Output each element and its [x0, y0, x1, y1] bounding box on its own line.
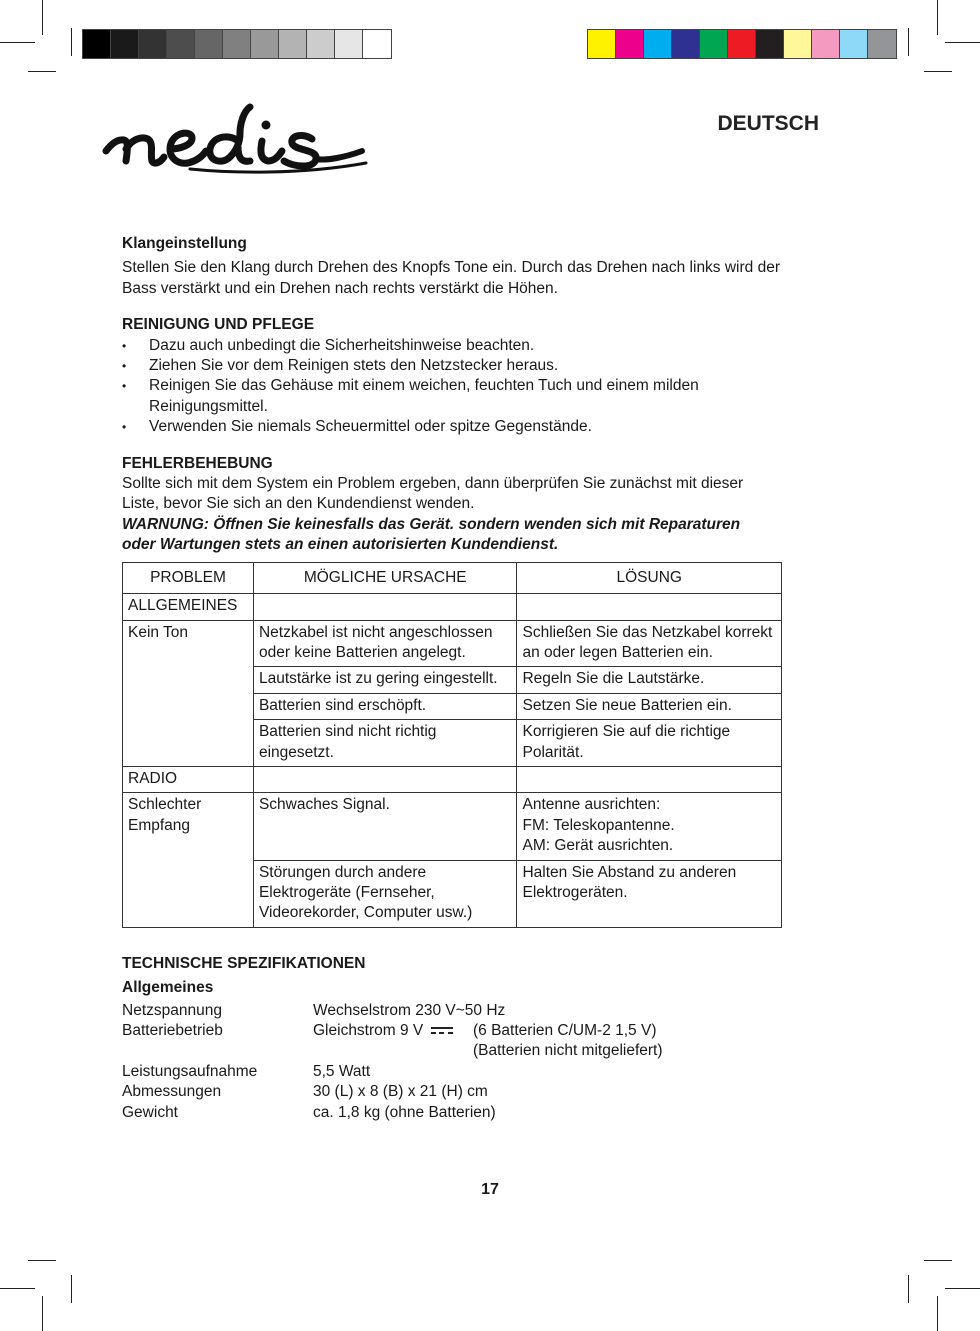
spec-value-text: Gleichstrom 9 V	[313, 1022, 424, 1039]
list-item: • Reinigen Sie das Gehäuse mit einem weichen, feuchten Tuch und einem milden Reinigungsmittel.	[122, 376, 782, 417]
crop-mark	[0, 1288, 35, 1289]
crop-mark	[42, 0, 43, 35]
color-swatch	[167, 30, 195, 58]
solution-cell: Setzen Sie neue Batterien ein.	[517, 693, 782, 719]
spec-value: ca. 1,8 kg (ohne Batterien)	[313, 1103, 496, 1121]
spec-extra-line: (6 Batterien C/UM-2 1,5 V)	[473, 1022, 657, 1039]
solution-line: Antenne ausrichten:	[522, 796, 661, 814]
crop-mark	[945, 42, 980, 43]
care-list	[122, 336, 782, 438]
spec-row	[122, 1001, 782, 1021]
color-swatch	[279, 30, 307, 58]
color-swatch	[868, 30, 896, 58]
color-swatch	[784, 30, 812, 58]
spec-extra-line: (Batterien nicht mitgeliefert)	[473, 1042, 663, 1060]
color-swatch-bar	[587, 29, 897, 59]
spec-label: Batteriebetrieb	[122, 1022, 223, 1039]
specs-title: TECHNISCHE SPEZIFIKATIONEN	[122, 954, 366, 972]
color-swatch	[363, 30, 391, 58]
page-content	[122, 232, 782, 1123]
trouble-title: FEHLERBEHEBUNG	[122, 454, 273, 472]
spec-value	[313, 1021, 473, 1062]
crop-mark	[937, 0, 938, 35]
crop-mark	[924, 1260, 952, 1261]
section-label: RADIO	[123, 766, 254, 792]
color-swatch	[307, 30, 335, 58]
color-swatch	[139, 30, 167, 58]
crop-mark	[0, 42, 35, 43]
section-row-radio	[123, 766, 782, 792]
color-swatch	[335, 30, 363, 58]
spec-row	[122, 1062, 782, 1082]
crop-mark	[908, 1275, 909, 1303]
trouble-intro: Sollte sich mit dem System ein Problem ergeben, dann überprüfen Sie zunächst mit dieser Liste, bevor Sie sich an den Kundendienst wenden.	[122, 475, 744, 513]
section-label: ALLGEMEINES	[123, 594, 254, 620]
crop-mark	[28, 1260, 56, 1261]
color-swatch	[223, 30, 251, 58]
spec-value: 30 (L) x 8 (B) x 21 (H) cm	[313, 1083, 488, 1101]
solution-cell: Korrigieren Sie auf die richtige Polarität.	[517, 720, 782, 767]
cause-cell: Netzkabel ist nicht angeschlossen oder keine Batterien angelegt.	[253, 620, 517, 667]
color-swatch	[644, 30, 672, 58]
problem-line: Schlechter	[128, 796, 202, 814]
cause-cell: Schwaches Signal.	[253, 793, 517, 860]
cause-cell: Batterien sind nicht richtig eingesetzt.	[253, 720, 517, 767]
crop-mark	[908, 28, 909, 56]
spec-label: Netzspannung	[122, 1001, 222, 1019]
specs-subtitle: Allgemeines	[122, 979, 214, 997]
color-swatch	[195, 30, 223, 58]
table-header-row	[123, 562, 782, 593]
solution-cell: Regeln Sie die Lautstärke.	[517, 667, 782, 693]
troubleshooting-table	[122, 562, 782, 928]
list-item: • Dazu auch unbedingt die Sicherheitshinweise beachten.	[122, 336, 782, 356]
list-item: • Verwenden Sie niemals Scheuermittel oder spitze Gegenstände.	[122, 417, 782, 437]
list-item: • Ziehen Sie vor dem Reinigen stets den Netzstecker heraus.	[122, 356, 782, 376]
cause-cell: Störungen durch andere Elektrogeräte (Fernseher, Videorekorder, Computer usw.)	[253, 860, 517, 927]
color-swatch	[756, 30, 784, 58]
section-row-general	[123, 594, 782, 620]
color-swatch	[700, 30, 728, 58]
header-solution: LÖSUNG	[517, 562, 782, 593]
crop-mark	[945, 1288, 980, 1289]
solution-line: AM: Gerät ausrichten.	[522, 837, 674, 855]
color-swatch	[251, 30, 279, 58]
table-row	[123, 620, 782, 667]
color-swatch	[83, 30, 111, 58]
header-cause: MÖGLICHE URSACHE	[253, 562, 517, 593]
spec-extra	[473, 1021, 663, 1062]
page-number: 17	[481, 1181, 499, 1198]
spec-value: Wechselstrom 230 V~50 Hz	[313, 1001, 506, 1019]
sound-text: Stellen Sie den Klang durch Drehen des Knopfs Tone ein. Durch das Drehen nach links wird der Bass verstärkt und ein Drehen nach rechts verstärkt die Höhen.	[122, 259, 780, 297]
dc-symbol-icon	[431, 1027, 453, 1035]
color-swatch	[672, 30, 700, 58]
problem-cell	[123, 793, 254, 927]
spec-row	[122, 1103, 782, 1123]
cause-cell: Lautstärke ist zu gering eingestellt.	[253, 667, 517, 693]
crop-mark	[924, 71, 952, 72]
color-swatch	[728, 30, 756, 58]
header-problem: PROBLEM	[123, 562, 254, 593]
color-swatch	[812, 30, 840, 58]
solution-cell: Halten Sie Abstand zu anderen Elektrogeräten.	[517, 860, 782, 927]
color-swatch	[111, 30, 139, 58]
crop-mark	[71, 1275, 72, 1303]
table-row	[123, 793, 782, 860]
cause-cell: Batterien sind erschöpft.	[253, 693, 517, 719]
nedis-logo	[100, 103, 375, 181]
solution-cell: Schließen Sie das Netzkabel korrekt an oder legen Batterien ein.	[517, 620, 782, 667]
spec-label: Leistungsaufnahme	[122, 1062, 258, 1080]
color-swatch	[588, 30, 616, 58]
care-title: REINIGUNG UND PFLEGE	[122, 316, 315, 334]
solution-line: FM: Teleskopantenne.	[522, 816, 675, 834]
crop-mark	[28, 71, 56, 72]
warning-text: WARNUNG: Öffnen Sie keinesfalls das Gerät. sondern wenden sich mit Reparaturen oder Wartungen stets an einen autorisierten Kundendienst.	[122, 515, 741, 554]
solution-cell	[517, 793, 782, 860]
specs-list	[122, 1001, 782, 1123]
problem-cell: Kein Ton	[123, 620, 254, 766]
sound-title: Klangeinstellung	[122, 235, 247, 252]
crop-mark	[937, 1296, 938, 1331]
color-swatch	[840, 30, 868, 58]
color-swatch	[616, 30, 644, 58]
spec-value: 5,5 Watt	[313, 1062, 371, 1080]
crop-mark	[42, 1296, 43, 1331]
spec-row	[122, 1082, 782, 1102]
spec-row	[122, 1021, 782, 1062]
grayscale-swatch-bar	[82, 29, 392, 59]
spec-label: Abmessungen	[122, 1083, 222, 1101]
crop-mark	[71, 28, 72, 56]
spec-label: Gewicht	[122, 1103, 178, 1121]
problem-line: Empfang	[128, 816, 191, 834]
language-label: DEUTSCH	[717, 112, 819, 135]
